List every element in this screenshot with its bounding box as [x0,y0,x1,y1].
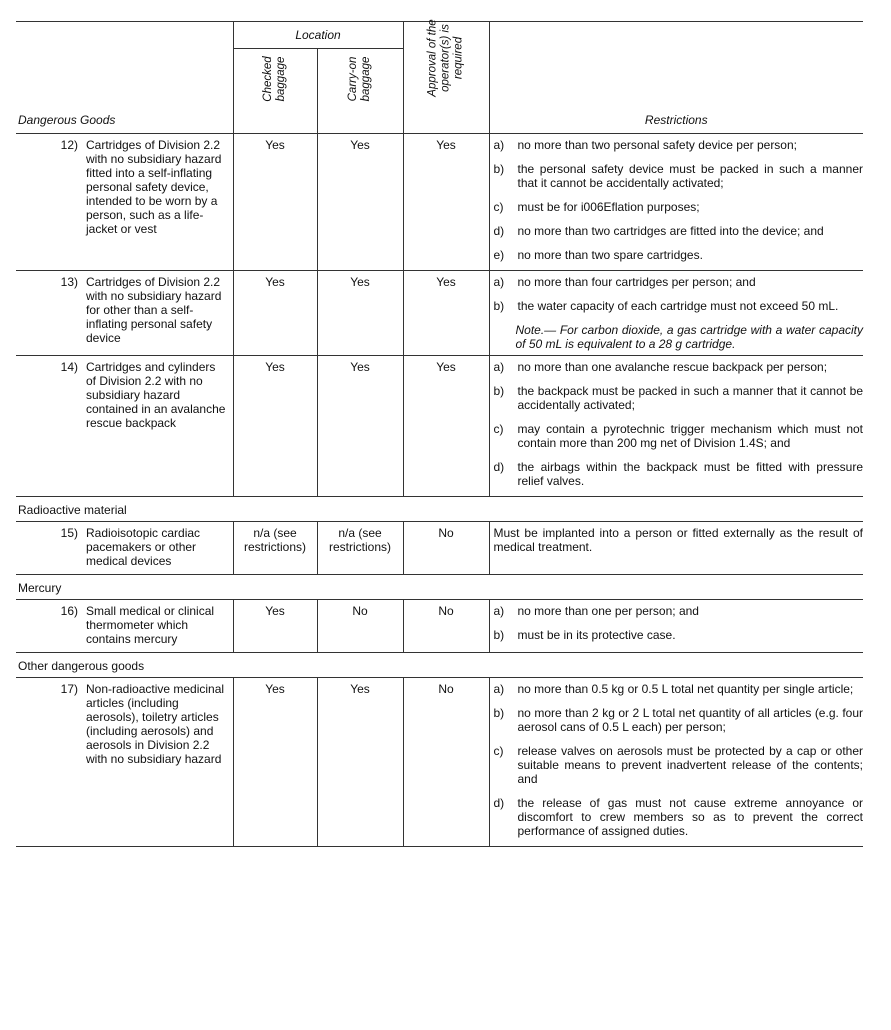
list-item: c) must be for i006Eflation purposes; [493,200,700,214]
restrictions-cell [489,356,863,497]
list-item: d) the release of gas must not cause extreme annoyance or discomfort to crew members so as to prevent the correct performance of assigned duties. [493,796,863,838]
row-number: 16) [60,604,78,618]
header-row-top [16,22,863,49]
location-header: Location [233,22,403,49]
list-item: a) no more than one per person; and [493,604,699,618]
goods-description: Cartridges of Division 2.2 with no subsidiary hazard fitted into a self-inflating personal safety device, intended to be worn by a person, such as a life-jacket or vest [86,138,222,236]
section-title-radioactive: Radioactive material [18,503,127,517]
section-row [16,653,863,678]
approval-value: Yes [403,134,489,271]
row-number: 14) [60,360,78,374]
carryon-value: Yes [317,356,403,497]
carryon-value: n/a (see restrictions) [317,522,403,575]
table-row [16,600,863,653]
approval-header: Approval of the operator(s) is required [403,22,489,134]
row-number: 13) [60,275,78,289]
goods-description: Small medical or clinical thermometer which contains mercury [86,604,215,646]
list-item: b) the backpack must be packed in such a manner that it cannot be accidentally activated; [493,384,863,412]
list-item: d) the airbags within the backpack must be fitted with pressure relief valves. [493,460,863,488]
checked-value: n/a (see restrictions) [233,522,317,575]
table-row [16,678,863,847]
carryon-value: Yes [317,271,403,356]
checked-value: Yes [233,356,317,497]
list-item: d) no more than two cartridges are fitted into the device; and [493,224,824,238]
section-title-mercury: Mercury [18,581,62,595]
checked-value: Yes [233,600,317,653]
row-number: 17) [60,682,78,696]
restrictions-cell [489,678,863,847]
approval-value: No [403,678,489,847]
list-item: a) no more than one avalanche rescue backpack per person; [493,360,828,374]
carryon-value: Yes [317,134,403,271]
restriction-note: Note.— For carbon dioxide, a gas cartridge with a water capacity of 50 mL is equivalent to a 28 g cartridge. [515,323,863,351]
list-item: a) no more than 0.5 kg or 0.5 L total net quantity per single article; [493,682,854,696]
section-title-other: Other dangerous goods [18,659,145,673]
carryon-value: Yes [317,678,403,847]
list-item: a) no more than two personal safety device per person; [493,138,797,152]
list-item: b) the personal safety device must be packed in such a manner that it cannot be accidentally activated; [493,162,863,190]
approval-value: No [403,600,489,653]
goods-description: Cartridges and cylinders of Division 2.2 with no subsidiary hazard contained in an avalanche rescue backpack [86,360,226,430]
goods-description: Radioisotopic cardiac pacemakers or other medical devices [86,526,201,568]
table-row [16,271,863,356]
checked-value: Yes [233,134,317,271]
goods-description: Cartridges of Division 2.2 with no subsidiary hazard for other than a self-inflating personal safety device [86,275,222,345]
carryon-value: No [317,600,403,653]
dangerous-goods-table [16,21,863,847]
list-item: c) may contain a pyrotechnic trigger mechanism which must not contain more than 200 mg net of Division 1.4S; and [493,422,863,450]
restrictions-header: Restrictions [489,22,863,134]
list-item: c) release valves on aerosols must be protected by a cap or other suitable means to prevent inadvertent release of the contents; and [493,744,863,786]
table-row [16,134,863,271]
row-number: 15) [60,526,78,540]
approval-value: Yes [403,356,489,497]
list-item: e) no more than two spare cartridges. [493,248,703,262]
approval-value: No [403,522,489,575]
list-item: a) no more than four cartridges per person; and [493,275,756,289]
row-number: 12) [60,138,78,152]
carry-on-baggage-header: Carry-on baggage [317,49,403,134]
restrictions-cell [489,600,863,653]
list-item: b) no more than 2 kg or 2 L total net quantity of all articles (e.g. four aerosol cans of 0.5 L each) per person; [493,706,863,734]
checked-value: Yes [233,271,317,356]
table-row [16,356,863,497]
goods-description: Non-radioactive medicinal articles (including aerosols), toiletry articles (including aerosols) and aerosols in Division 2.2 with no subsidiary hazard [86,682,225,766]
checked-value: Yes [233,678,317,847]
approval-value: Yes [403,271,489,356]
list-item: b) the water capacity of each cartridge must not exceed 50 mL. [493,299,839,313]
restrictions-cell: Must be implanted into a person or fitted externally as the result of medical treatment. [489,522,863,575]
list-item: b) must be in its protective case. [493,628,676,642]
section-row [16,575,863,600]
restrictions-cell [489,271,863,356]
section-row [16,497,863,522]
table-row [16,522,863,575]
checked-baggage-header: Checked baggage [233,49,317,134]
restrictions-cell [489,134,863,271]
dangerous-goods-header: Dangerous Goods [16,22,233,134]
